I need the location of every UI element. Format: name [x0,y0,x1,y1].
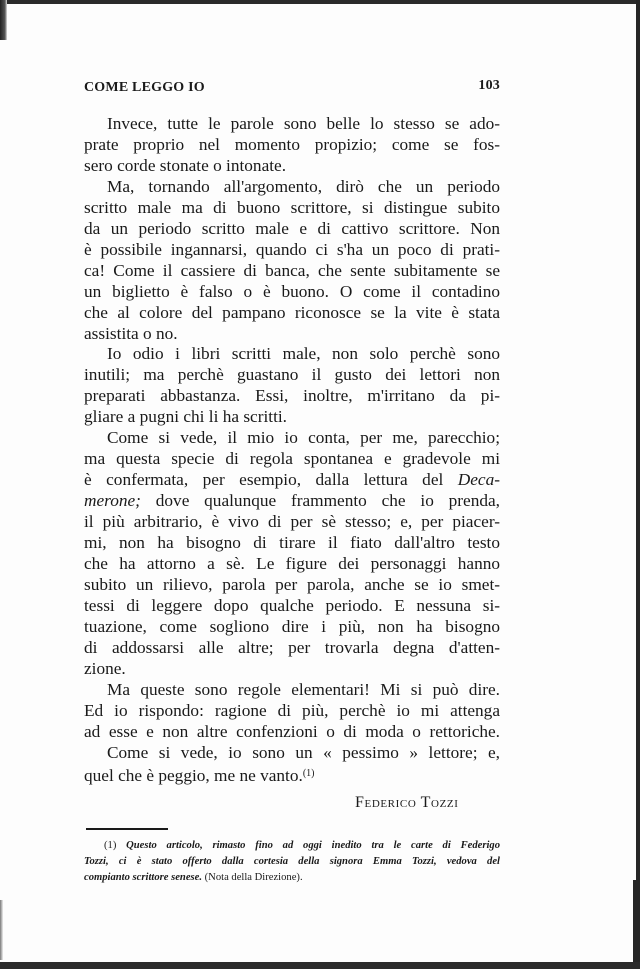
paragraph-6 [84,743,500,787]
footnote-italic-text: Questo articolo, rimasto fino ad oggi inedito tra le carte di Federigo [126,840,500,851]
editorial-note: (Nota della Direzione). [204,871,303,883]
text-line: è possibile ingannarsi, quando ci s'ha un poco di prati- [84,239,500,259]
paragraph-2 [84,177,500,345]
scan-edge-top [0,0,640,4]
footnote-italic-text: Tozzi, ci è stato offerto dalla cortesia della signora Emma Tozzi, vedova del [84,855,500,867]
text-line: subito un rilievo, parola per parola, anche se io smet- [84,574,500,594]
paragraph-3 [84,344,500,428]
page-number: 103 [478,78,500,93]
body-text [84,114,500,787]
text-line: mi, non ha bisogno di tirare il fiato dall'altro testo [84,533,500,553]
text-fragment: quel che è peggio, me ne vanto. [84,765,303,785]
text-line-with-footnote [84,764,500,787]
text-line: tessi di leggere dopo qualche periodo. E nessuna si- [84,595,500,615]
footnote-marker: (1) [104,840,117,851]
text-line-with-italic [84,470,500,491]
footnote-line [84,854,500,870]
text-line: un biglietto è falso o è buono. O come il contadino [84,281,500,301]
text-line: Ma, tornando all'argomento, dirò che un periodo [107,176,500,196]
footnote-italic-text: compianto scrittore senese. [84,871,202,883]
text-line: Ma queste sono regole elementari! Mi si può dire. [107,679,500,699]
scan-edge-left-shadow [0,900,3,960]
running-head-title: COME LEGGO IO [84,80,205,95]
scan-edge-left [0,0,7,40]
text-line: ma questa specie di regola spontanea e gradevole mi [84,449,500,469]
text-line: che al colore del pampano riconosce se la vite è stata [84,302,500,322]
italic-title-fragment: Deca- [457,470,500,490]
text-line: gliare a pugni chi li ha scritti. [84,407,287,427]
text-line: preparati abbastanza. Essi, inoltre, m'irritano da pi- [84,386,500,406]
footnote-reference[interactable]: (1) [302,767,315,779]
text-fragment: dove qualunque frammento che io prenda, [155,491,500,511]
paragraph-1 [84,114,500,177]
text-line: assistita o no. [84,323,178,343]
footnote [84,838,500,885]
running-head [84,78,500,98]
text-line: zione. [84,658,126,678]
text-line: prate proprio nel momento propizio; come se fos- [84,134,500,154]
text-line: scritto male ma di buono scrittore, si distingue subito [84,197,500,217]
text-line: che ha attorno a sè. Le figure dei personaggi hanno [84,554,500,574]
text-line: il più arbitrario, è vivo di per sè stesso; e, per piacer- [84,512,500,532]
text-line: Come si vede, il mio io conta, per me, parecchio; [107,428,500,448]
text-line: di addossarsi alle altre; per trovarla degna d'atten- [84,637,500,657]
text-line-with-italic [84,491,500,512]
footnote-line [84,870,500,886]
author-signature: Federico Tozzi [355,794,459,811]
footnote-line [84,838,500,854]
footnote-divider [86,828,168,830]
scan-edge-right-shadow [633,880,640,969]
text-line: sero corde stonate o intonate. [84,155,287,175]
scan-edge-bottom [0,962,640,969]
text-line: da un periodo scritto male e di cattivo scrittore. Non [84,218,500,238]
paragraph-5 [84,680,500,743]
text-line: Ed io rispondo: ragione di più, perchè io mi attenga [84,700,500,720]
text-line: Io odio i libri scritti male, non solo perchè sono [107,344,500,364]
book-page [84,78,500,883]
paragraph-4 [84,428,500,679]
text-line: ad esse e non altre confenzioni o di moda o rettoriche. [84,721,500,741]
text-line: Come si vede, io sono un « pessimo » lettore; e, [107,742,500,762]
text-fragment: è confermata, per esempio, dalla lettura del [84,470,444,490]
italic-title-fragment: merone; [84,491,141,511]
text-line: inutili; ma perchè guastano il gusto dei lettori non [84,365,500,385]
text-line: ca! Come il cassiere di banca, che sente subitamente se [84,260,500,280]
text-line: Invece, tutte le parole sono belle lo stesso se ado- [107,114,500,133]
text-line: tuazione, come sogliono dire i più, non ha bisogno [84,616,500,636]
scan-edge-right [636,0,640,969]
